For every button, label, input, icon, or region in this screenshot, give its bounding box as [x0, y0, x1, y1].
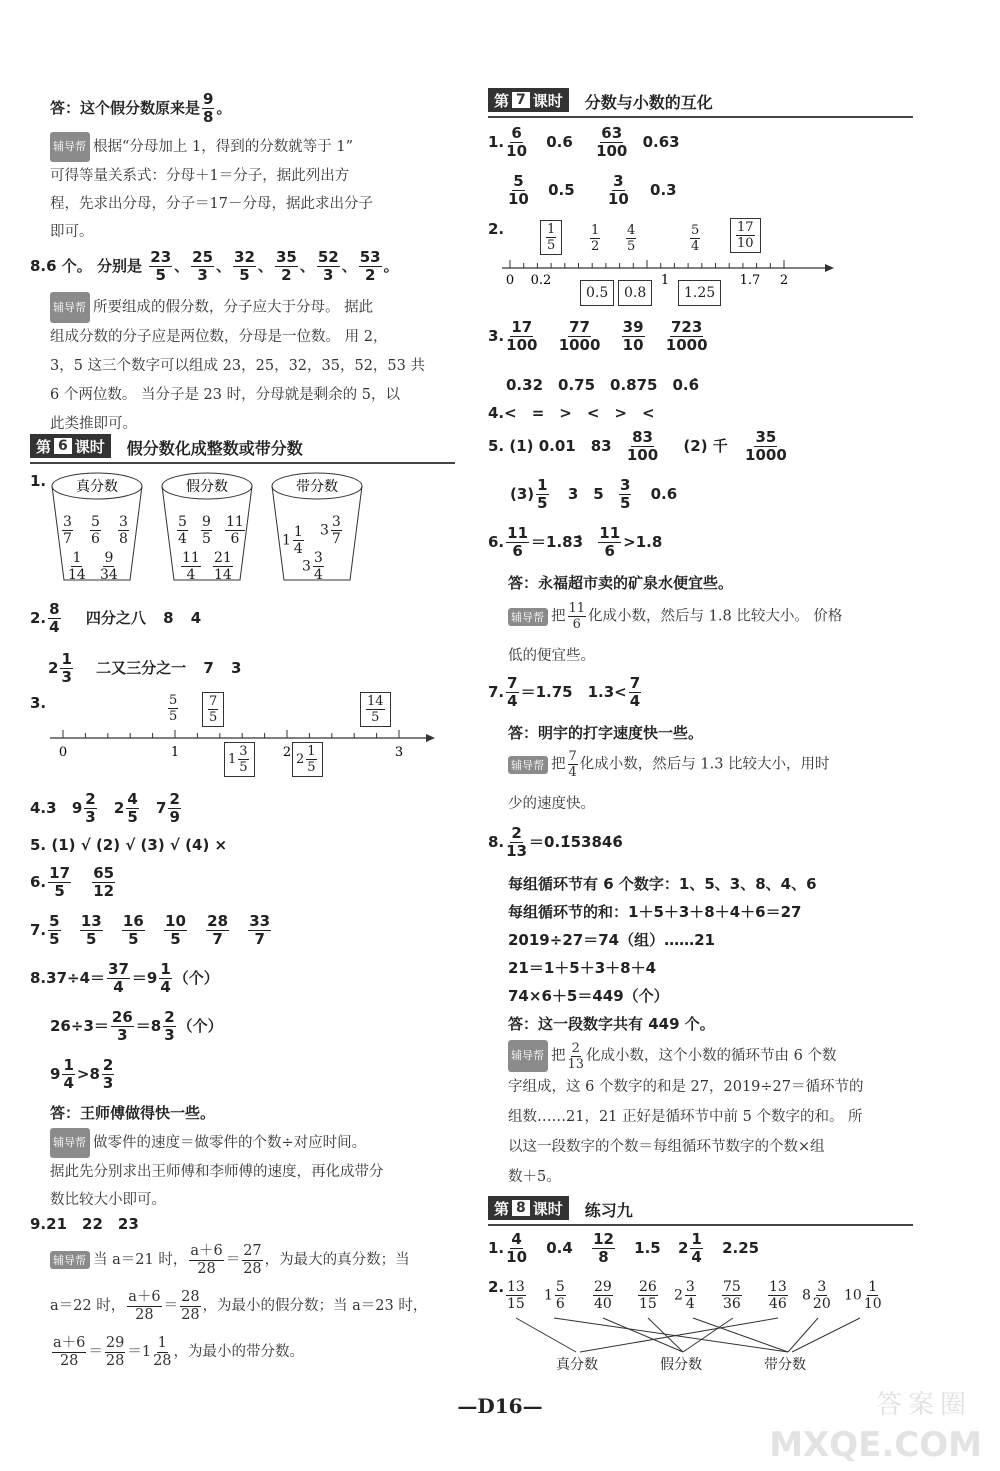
tick-label: 1: [660, 273, 670, 288]
mark-5-5: $\frac{5}{5}$: [169, 693, 178, 724]
axis-arrow: [825, 264, 834, 272]
q6-row: 6. $\frac{17}{5}$ $\frac{65}{12}$: [30, 864, 115, 900]
hint-tag: 辅导帮: [50, 1251, 90, 1269]
match-item: 8 $\frac{3}{20}$: [802, 1279, 831, 1312]
mark-7-5: $\frac{7}{5}$: [202, 692, 224, 727]
hint-block-6: 辅导帮 把 $\frac{7}{4}$ 化成小数，然后与 1.3 比较大小，用时 少的速度快。: [508, 749, 830, 812]
section-title: 练习九: [584, 1200, 633, 1220]
r-q7-answer: 答：明宇的打字速度快一些。: [508, 724, 704, 742]
match-line: [580, 1318, 778, 1352]
mark-1-3-5: 1 $\frac{3}{5}$: [224, 742, 255, 777]
match-line: [516, 1318, 576, 1352]
r-q7-row: 7. $\frac{7}{4}$ ＝1.75 1.3< $\frac{7}{4}$: [488, 674, 641, 710]
tick-label: 1: [170, 745, 180, 760]
match-item: $\frac{13}{15}$: [507, 1279, 525, 1312]
q5-row: 5. (1) √ (2) √ (3) √ (4) ×: [30, 836, 228, 854]
tick-label: 0.2: [530, 273, 552, 288]
hint-block-4: 辅导帮 当 a＝21 时， $\frac{a+6}{28}$ ＝ $\frac{27}{28}$ ，为最大的真分数；当 a＝22 时， $\frac{a+6}{28}$ ＝ $\frac{28}{28}$ ，为最小的假分数；当 a＝23 时， $\frac{a+6}{28}$ ＝ $\frac{29}{28}$ ＝1 $\frac{1}{28}$ ，为最小的带分数。: [50, 1243, 428, 1369]
q3-label: 3.: [30, 694, 47, 712]
r-q8-steps: 每组循环节有 6 个数字：1、5、3、8、4、6 每组循环节的和：1＋5＋3＋8＋4＋6＝27 2019÷27＝74（组）……21 21＝1＋5＋3＋8＋4 74×6＋5＝449（个） 答：这一段数字共有 449 个。: [508, 875, 817, 1033]
cup-title: 真分数: [76, 479, 118, 495]
r-q1-row-a: 1. $\frac{6}{10}$ 0.6 $\frac{63}{100}$ 0.63: [488, 124, 680, 160]
section-title: 分数与小数的互化: [584, 92, 713, 112]
match-item: $\frac{29}{40}$: [594, 1279, 612, 1312]
cup-title: 带分数: [296, 479, 338, 495]
r-q6-row: 6. $\frac{11}{6}$ ＝1.83̇ $\frac{11}{6}$ >1.8: [488, 524, 663, 560]
r-q6-answer: 答：永福超市卖的矿泉水便宜些。: [508, 574, 734, 592]
r-q4-row: 4.< = > < > <: [488, 404, 655, 422]
axis-arrow: [426, 734, 435, 742]
r-mark-1-5: $\frac{1}{5}$: [540, 220, 562, 255]
r8-q1-row: 1. $\frac{4}{10}$ 0.4 $\frac{12}{8}$ 1.5 2 $\frac{1}{4}$ 2.25: [488, 1230, 760, 1266]
section-badge: 第 7 课时: [488, 88, 569, 112]
section-6-header: [30, 434, 455, 464]
hint-block-3: 辅导帮 做零件的速度＝做零件的个数÷对应时间。 据此先分别求出王师傅和李师傅的速度，再化成带分 数比较大小即可。: [50, 1128, 460, 1214]
r8-q2-label: 2.: [488, 1278, 505, 1296]
hint-block-7: 辅导帮 把 $\frac{2}{13}$ 化成小数，这个小数的循环节由 6 个数 字组成，这 6 个数字的和是 27，2019÷27＝循环节的 组数……21，21 正好是循环节中前 5 个数字的和。 所 以这一段数字的个数＝每组循环节数字的个数×组 数＋5。: [508, 1040, 864, 1185]
q8-row-c: 9 $\frac{1}{4}$ >8 $\frac{2}{3}$: [50, 1056, 114, 1092]
tick-label: 3: [394, 745, 404, 760]
r-mark-0-8: 0.8: [618, 280, 652, 306]
match-item: $\frac{26}{15}$: [639, 1279, 657, 1312]
match-item: 2 $\frac{3}{4}$: [674, 1279, 695, 1312]
prev-answer: 答：这个假分数原来是 $\frac{9}{8}$ 。: [50, 90, 232, 126]
match-item: $\frac{75}{36}$: [723, 1279, 741, 1312]
q1-label: 1.: [30, 472, 47, 490]
section-badge: 第 8 课时: [488, 1196, 569, 1220]
tick-label: 2: [779, 273, 789, 288]
section-8-header: [488, 1196, 913, 1226]
mark-14-5: $\frac{14}{5}$: [360, 692, 391, 727]
hint-block-5: 辅导帮 把 $\frac{11}{6}$ 化成小数，然后与 1.8 比较大小。 价格 低的便宜些。: [508, 601, 843, 664]
match-line: [792, 1318, 860, 1352]
r-q2-label: 2.: [488, 220, 505, 238]
hint-tag: 辅导帮: [50, 132, 90, 162]
r-mark-0-5: 0.5: [580, 280, 614, 306]
q2-row-b: 2 $\frac{1}{3}$ 二又三分之一 7 3: [48, 650, 242, 686]
section-badge: 第 6 课时: [30, 434, 111, 458]
tick-label: 1.7: [739, 273, 761, 288]
r-q5-row-a: 5. (1) 0.01 83 $\frac{83}{100}$ (2) 千 $\frac{35}{1000}$: [488, 428, 787, 464]
r-mark-5-4: $\frac{5}{4}$: [691, 223, 700, 254]
q8-row-b: 26÷3＝ $\frac{26}{3}$ ＝8 $\frac{2}{3}$ （个）: [50, 1008, 223, 1044]
hint-block-2: 辅导帮 所要组成的假分数，分子应大于分母。 据此 组成分数的分子应是两位数，分母是一位数。 用 2， 3，5 这三个数字可以组成 23，25，32，35，52，53 共 6 个两位数。 当分子是 23 时，分母就是剩余的 5，以 此类推即可。: [50, 292, 460, 439]
hint-tag: 辅导帮: [50, 1128, 90, 1158]
tick-label: 0: [58, 745, 68, 760]
r-q1-row-b: $\frac{5}{10}$ 0.5 $\frac{3}{10}$ 0.3: [508, 172, 677, 208]
hint-tag: 辅导帮: [508, 608, 548, 626]
match-item: 10 $\frac{1}{10}$: [844, 1279, 882, 1312]
tick-label: 0: [505, 273, 515, 288]
q9-row: 9.21 22 23: [30, 1215, 139, 1233]
r-q3-decimals: 0.32 0.75 0.875 0.6̇: [506, 376, 700, 394]
q2-row-a: 2. $\frac{8}{4}$ 四分之八 8 4: [30, 600, 202, 636]
r-mark-1-25: 1.25: [678, 280, 721, 306]
cup-title: 假分数: [186, 479, 228, 495]
r-q5-row-b: (3) $\frac{1}{5}$ 3 5 $\frac{3}{5}$ 0.6: [510, 476, 678, 512]
r-mark-4-5: $\frac{4}{5}$: [627, 223, 636, 254]
match-item: $\frac{13}{46}$: [769, 1279, 787, 1312]
hint-tag: 辅导帮: [508, 1040, 548, 1072]
r-q3-row: 3. $\frac{17}{100}$ $\frac{77}{1000}$ $\frac{39}{10}$ $\frac{723}{1000}$: [488, 318, 708, 354]
group-label: 假分数: [660, 1357, 702, 1373]
matching-figure: [488, 1280, 918, 1380]
q8-answer: 答：王师傅做得快一些。: [50, 1104, 216, 1122]
r-mark-1-2: $\frac{1}{2}$: [591, 223, 600, 254]
group-label: 带分数: [764, 1357, 806, 1373]
watermark: MXQE.COM: [769, 1425, 982, 1465]
r-q8-row: 8. $\frac{2}{13}$ ＝0.1̇53846̇: [488, 824, 623, 860]
hint-tag: 辅导帮: [50, 292, 90, 323]
hint-block-1: 辅导帮 根据“分母加上 1，得到的分数就等于 1” 可得等量关系式：分母＋1＝分子，据此列出方 程，先求出分母，分子＝17－分母，据此求出分子 即可。: [50, 132, 460, 246]
section-title: 假分数化成整数或带分数: [126, 438, 303, 458]
q4-row: 4.3 9 $\frac{2}{3}$ 2 $\frac{4}{5}$ 7 $\frac{2}{9}$: [30, 790, 180, 826]
tick-label: 2: [282, 745, 292, 760]
watermark-logo: 答案圈: [875, 1390, 972, 1420]
q8-prev: 8.6 个。 分别是 $\frac{23}{5}$ 、 $\frac{25}{3}$ 、 $\frac{32}{5}$ 、 $\frac{35}{2}$ 、 $\frac{52}{3}$ 、 $\frac{53}{2}$ 。: [30, 248, 399, 284]
matching-lines: [488, 1280, 918, 1380]
group-label: 真分数: [556, 1357, 598, 1373]
match-item: 1 $\frac{5}{6}$: [544, 1279, 565, 1312]
q7-row: 7. $\frac{5}{5}$ $\frac{13}{5}$ $\frac{16}{5}$ $\frac{10}{5}$ $\frac{28}{7}$ $\frac{33}{7}$: [30, 912, 271, 948]
section-7-header: [488, 88, 913, 118]
page-number: —D16—: [457, 1394, 543, 1418]
r-mark-17-10: $\frac{17}{10}$: [730, 218, 761, 253]
q8-row-a: 8.37÷4＝ $\frac{37}{4}$ ＝9 $\frac{1}{4}$ （个）: [30, 960, 219, 996]
hint-tag: 辅导帮: [508, 756, 548, 774]
mark-2-1-5: 2 $\frac{1}{5}$: [292, 742, 323, 777]
